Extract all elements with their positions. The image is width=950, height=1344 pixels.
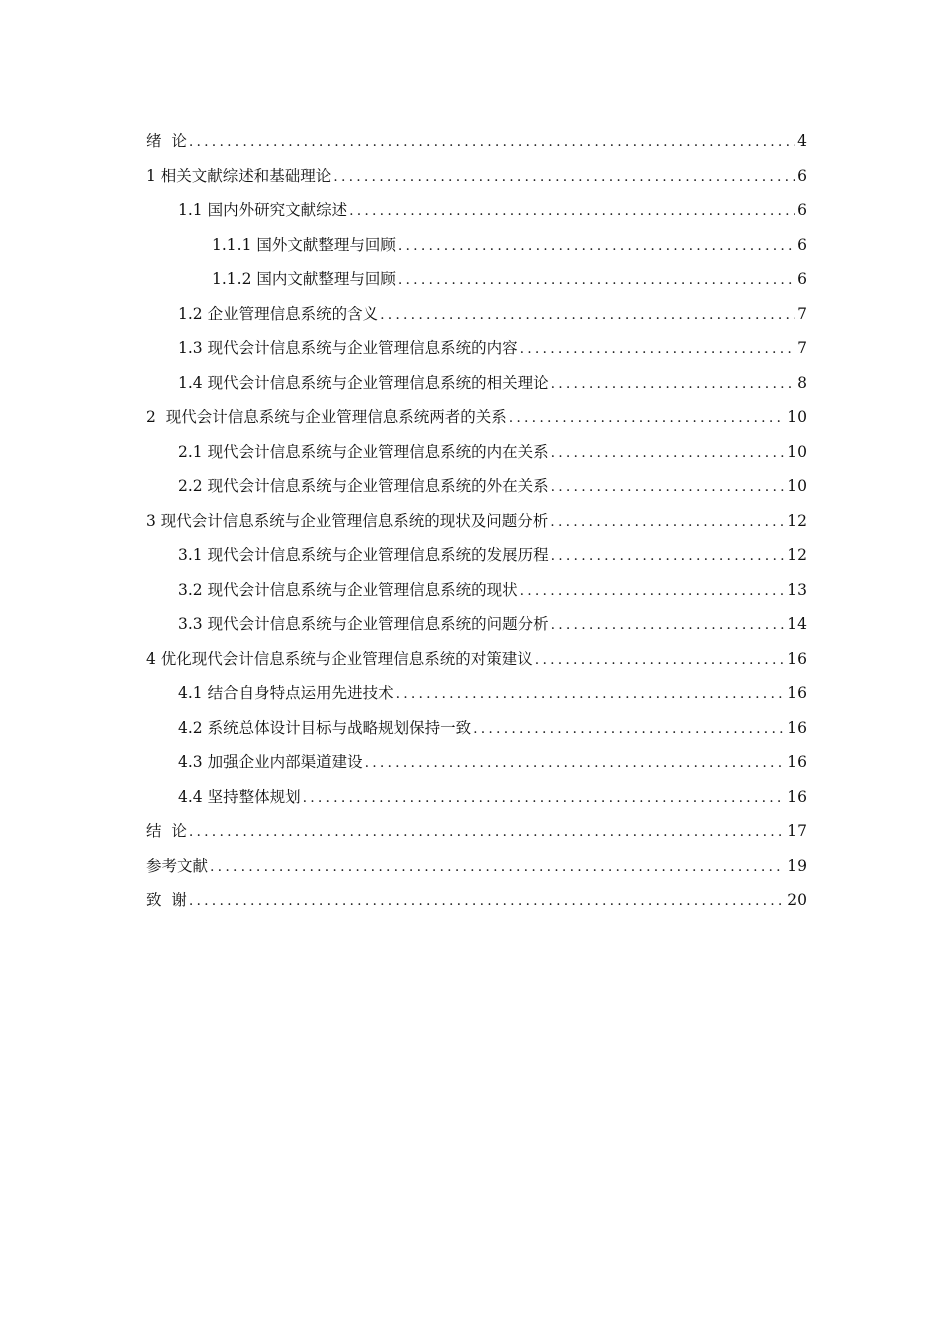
toc-entry-references[interactable] xyxy=(146,849,807,884)
toc-dot-leader xyxy=(303,781,786,815)
toc-entry-title: 3.2 现代会计信息系统与企业管理信息系统的现状 xyxy=(178,580,518,599)
toc-entry-title: 3.1 现代会计信息系统与企业管理信息系统的发展历程 xyxy=(178,546,549,564)
toc-dot-leader xyxy=(189,125,795,159)
toc-entry-title: 1.1.2 国内文献整理与回顾 xyxy=(212,270,396,288)
toc-dot-leader xyxy=(365,746,786,780)
toc-dot-leader xyxy=(535,643,785,677)
toc-entry-title: 1.4 现代会计信息系统与企业管理信息系统的相关理论 xyxy=(178,373,549,392)
toc-entry-section-1-1[interactable] xyxy=(146,193,807,228)
toc-entry-page: 8 xyxy=(797,373,807,392)
toc-entry-page: 16 xyxy=(787,649,807,668)
toc-dot-leader xyxy=(473,712,785,746)
toc-entry-page: 10 xyxy=(787,442,807,461)
toc-entry-title: 2 现代会计信息系统与企业管理信息系统两者的关系 xyxy=(146,408,507,426)
toc-entry-title: 3 现代会计信息系统与企业管理信息系统的现状及问题分析 xyxy=(146,511,549,530)
toc-entry-section-1-3[interactable] xyxy=(146,331,807,366)
toc-entry-page: 19 xyxy=(787,856,807,875)
toc-entry-section-3-3[interactable] xyxy=(146,607,807,642)
toc-entry-section-1-4[interactable] xyxy=(146,366,807,401)
toc-entry-page: 13 xyxy=(787,580,807,599)
toc-entry-page: 14 xyxy=(787,615,807,633)
toc-entry-title: 1.2 企业管理信息系统的含义 xyxy=(178,304,379,323)
toc-entry-section-2-2[interactable] xyxy=(146,469,807,504)
toc-entry-chapter-4[interactable] xyxy=(146,642,807,677)
toc-entry-section-1-1-2[interactable] xyxy=(146,262,807,297)
toc-entry-page: 16 xyxy=(787,787,807,806)
toc-entry-chapter-1[interactable] xyxy=(146,159,807,194)
toc-entry-page: 20 xyxy=(787,891,807,909)
toc-dot-leader xyxy=(189,815,785,849)
toc-entry-title: 1.3 现代会计信息系统与企业管理信息系统的内容 xyxy=(178,339,518,357)
toc-entry-conclusion[interactable] xyxy=(146,814,807,849)
toc-entry-title: 4.4 坚持整体规划 xyxy=(178,787,301,806)
toc-entry-page: 16 xyxy=(787,718,807,737)
toc-entry-section-4-1[interactable] xyxy=(146,676,807,711)
toc-entry-page: 10 xyxy=(787,408,807,426)
toc-entry-section-3-2[interactable] xyxy=(146,573,807,608)
toc-dot-leader xyxy=(551,470,786,504)
toc-dot-leader xyxy=(520,574,786,608)
toc-entry-introduction[interactable] xyxy=(146,124,807,159)
toc-dot-leader xyxy=(189,884,785,918)
toc-dot-leader xyxy=(551,539,786,573)
toc-entry-title: 1.1.1 国外文献整理与回顾 xyxy=(212,235,396,254)
toc-entry-section-1-1-1[interactable] xyxy=(146,228,807,263)
toc-entry-title: 1.1 国内外研究文献综述 xyxy=(178,201,348,219)
toc-entry-title: 4 优化现代会计信息系统与企业管理信息系统的对策建议 xyxy=(146,649,533,668)
toc-dot-leader xyxy=(333,160,795,194)
toc-entry-page: 12 xyxy=(787,511,807,530)
toc-entry-section-4-4[interactable] xyxy=(146,780,807,815)
toc-entry-title: 参考文献 xyxy=(146,856,209,875)
toc-dot-leader xyxy=(509,401,786,435)
toc-entry-title: 3.3 现代会计信息系统与企业管理信息系统的问题分析 xyxy=(178,615,549,633)
toc-dot-leader xyxy=(551,436,786,470)
toc-entry-page: 16 xyxy=(787,753,807,771)
toc-entry-page: 16 xyxy=(787,684,807,702)
toc-entry-section-1-2[interactable] xyxy=(146,297,807,332)
table-of-contents xyxy=(146,124,807,918)
toc-entry-title: 绪 论 xyxy=(146,132,187,150)
toc-entry-page: 6 xyxy=(797,270,807,288)
toc-entry-page: 17 xyxy=(787,822,807,840)
toc-dot-leader xyxy=(210,850,785,884)
toc-dot-leader xyxy=(550,505,785,539)
toc-entry-chapter-2[interactable] xyxy=(146,400,807,435)
toc-entry-page: 6 xyxy=(797,235,807,254)
toc-entry-title: 1 相关文献综述和基础理论 xyxy=(146,166,332,185)
toc-entry-section-4-3[interactable] xyxy=(146,745,807,780)
toc-entry-page: 6 xyxy=(797,201,807,219)
toc-entry-section-2-1[interactable] xyxy=(146,435,807,470)
toc-entry-title: 4.2 系统总体设计目标与战略规划保持一致 xyxy=(178,718,472,737)
toc-dot-leader xyxy=(551,608,786,642)
toc-entry-page: 6 xyxy=(797,166,807,185)
toc-entry-title: 2.1 现代会计信息系统与企业管理信息系统的内在关系 xyxy=(178,442,549,461)
toc-dot-leader xyxy=(396,677,786,711)
toc-entry-title: 致 谢 xyxy=(146,891,187,909)
toc-entry-chapter-3[interactable] xyxy=(146,504,807,539)
toc-entry-title: 4.3 加强企业内部渠道建设 xyxy=(178,753,363,771)
toc-dot-leader xyxy=(398,229,795,263)
toc-entry-acknowledgements[interactable] xyxy=(146,883,807,918)
toc-entry-page: 7 xyxy=(797,339,807,357)
toc-entry-page: 4 xyxy=(797,132,807,150)
toc-entry-section-4-2[interactable] xyxy=(146,711,807,746)
toc-dot-leader xyxy=(520,332,795,366)
toc-entry-title: 2.2 现代会计信息系统与企业管理信息系统的外在关系 xyxy=(178,477,549,495)
toc-dot-leader xyxy=(551,367,795,401)
toc-entry-title: 4.1 结合自身特点运用先进技术 xyxy=(178,684,394,702)
toc-entry-page: 10 xyxy=(787,477,807,495)
toc-entry-page: 7 xyxy=(797,304,807,323)
toc-entry-title: 结 论 xyxy=(146,822,187,840)
toc-entry-page: 12 xyxy=(787,546,807,564)
toc-dot-leader xyxy=(398,263,795,297)
toc-entry-section-3-1[interactable] xyxy=(146,538,807,573)
toc-dot-leader xyxy=(380,298,795,332)
toc-dot-leader xyxy=(349,194,795,228)
